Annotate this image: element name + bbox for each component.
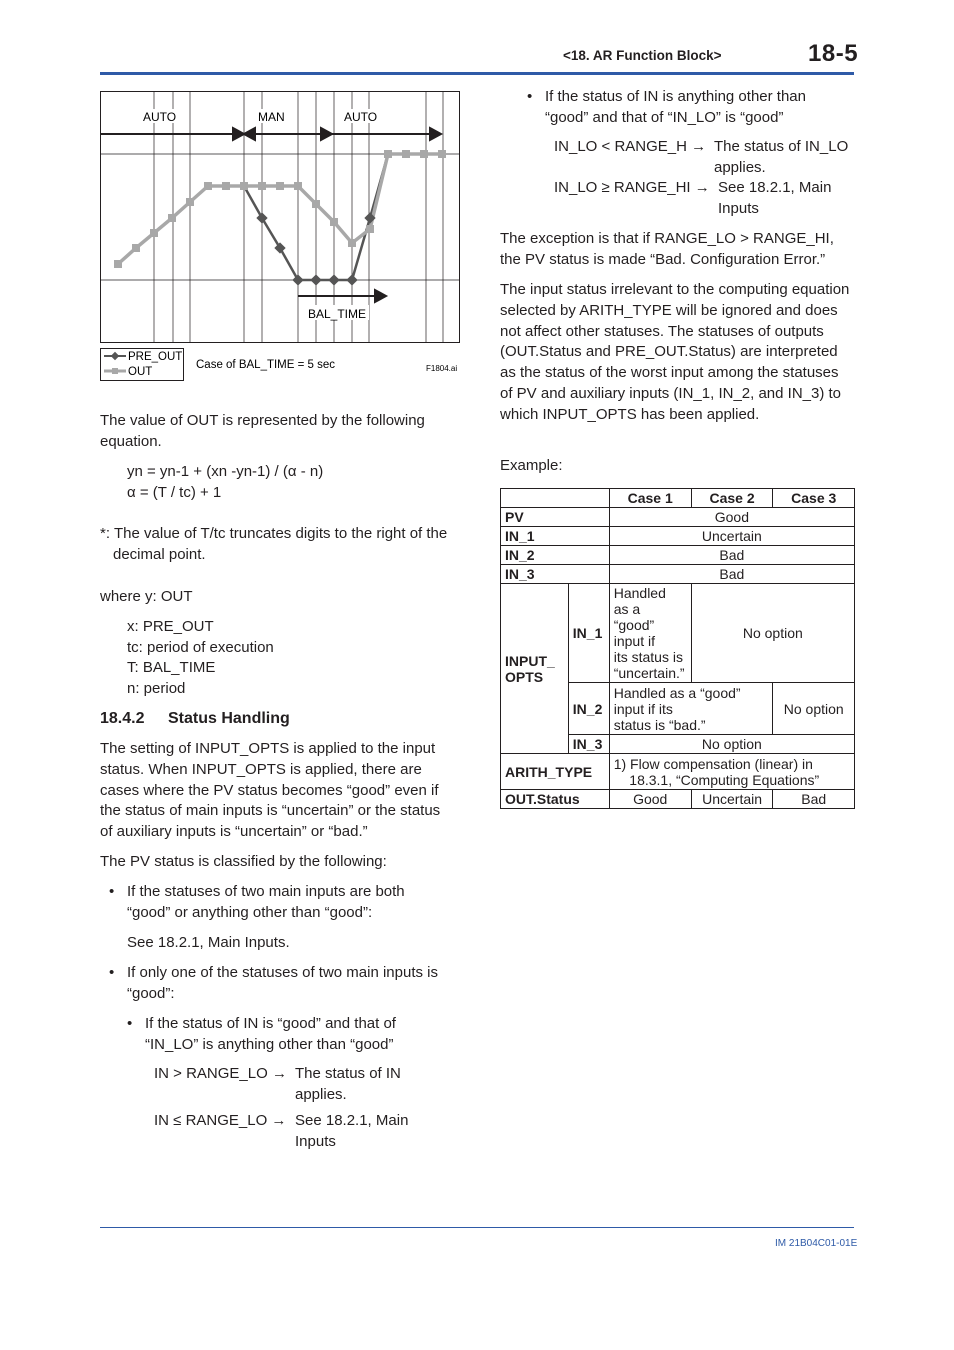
table-header-row: [501, 489, 855, 508]
header-case-2: Case 2: [691, 489, 773, 508]
balance-time-figure: [100, 91, 460, 383]
input-opts-in1-label: IN_1: [568, 584, 609, 683]
input-opts-in1-no-option: No option: [691, 584, 854, 683]
def-x: x: PRE_OUT: [127, 618, 214, 635]
bullet-dot: •: [527, 88, 533, 105]
header-case-1: Case 1: [609, 489, 691, 508]
def-n: n: period: [127, 680, 186, 697]
table-row-in3: [501, 565, 855, 584]
condition-lhs: IN_LO ≥ RANGE_HI →: [554, 179, 710, 196]
ignored-status-para: The input status irrelevant to the computing equation selected by ARITH_TYPE will be ignored and does not affect other statuses. The statuses of outputs (OUT.Status and PRE_OUT.Status) are interpreted as the status of the worst input among the statuses of PV and auxiliary inputs (IN_1, IN_2, and IN_3) to which INPUT_OPTS has been applied.: [500, 281, 850, 423]
bullet-one-main-input-text: If only one of the statuses of two main inputs is “good”:: [127, 964, 439, 1002]
in3-label: IN_3: [501, 565, 610, 584]
table-corner-cell: [501, 489, 610, 508]
arith-type-label: ARITH_TYPE: [501, 754, 610, 790]
bullet-dot: •: [109, 964, 115, 981]
def-t: T: BAL_TIME: [127, 659, 216, 676]
table-row-arith-type: [501, 754, 855, 790]
bal-time-label: BAL_TIME: [308, 307, 367, 321]
condition-rhs: The status of IN applies.: [295, 1065, 401, 1103]
condition-lhs: IN ≤ RANGE_LO →: [154, 1112, 287, 1129]
table-row-input-opts-in1: [501, 584, 855, 683]
condition-rhs: See 18.2.1, Main Inputs: [295, 1112, 409, 1150]
input-opts-in2-case12: Handled as a “good” input if its status is “bad.”: [609, 683, 773, 735]
example-label: Example:: [500, 457, 563, 474]
condition-rhs: The status of IN_LO applies.: [714, 138, 849, 176]
input-opts-in1-case1: Handled as a “good” input if its status is “uncertain.”: [609, 584, 691, 683]
bullet-dot: •: [127, 1015, 133, 1032]
document-id: IM 21B04C01-01E: [775, 1238, 858, 1249]
exception-para: The exception is that if RANGE_LO > RANGE_HI, the PV status is made “Bad. Configuration Error.”: [500, 230, 834, 268]
arith-type-value: 1) Flow compensation (linear) in 18.3.1, “Computing Equations”: [609, 754, 854, 790]
in2-value: Bad: [609, 546, 854, 565]
out-status-case1: Good: [609, 790, 691, 809]
equation-yn: yn = yn-1 + (xn -yn-1) / (α - n): [127, 463, 324, 480]
table-row-out-status: [501, 790, 855, 809]
in1-value: Uncertain: [609, 527, 854, 546]
figure-caption: Case of BAL_TIME = 5 sec: [196, 359, 336, 371]
figure-file-id: F1804.ai: [426, 364, 458, 373]
table-row-in1: [501, 527, 855, 546]
out-status-case3: Bad: [773, 790, 855, 809]
header-rule: [100, 72, 854, 75]
where-line: where y: OUT: [100, 588, 193, 605]
in2-label: IN_2: [501, 546, 610, 565]
balance-time-chart: [100, 91, 460, 383]
pv-status-intro: The PV status is classified by the following:: [100, 853, 387, 870]
bullet1-see-ref: See 18.2.1, Main Inputs.: [127, 934, 290, 951]
in3-value: Bad: [609, 565, 854, 584]
table-row-in2: [501, 546, 855, 565]
man-label: MAN: [258, 110, 285, 124]
page-number: 18-5: [808, 40, 859, 67]
out-status-case2: Uncertain: [691, 790, 773, 809]
bullet-dot: •: [109, 883, 115, 900]
note-mark: *:: [100, 525, 111, 542]
input-status-table: [500, 488, 855, 809]
input-opts-in2-case3: No option: [773, 683, 855, 735]
table-row-pv: [501, 508, 855, 527]
section-title: Status Handling: [168, 710, 290, 727]
sub-bullet-in-lo-good-text: If the status of IN is anything other than “good” and that of “IN_LO” is “good”: [545, 88, 806, 126]
section-heading: [100, 709, 290, 730]
input-opts-in3-value: No option: [609, 735, 854, 754]
section-header: <18. AR Function Block>: [563, 48, 722, 63]
legend-pre-out-label: PRE_OUT: [128, 351, 183, 363]
pv-label: PV: [501, 508, 610, 527]
input-opts-in2-label: IN_2: [568, 683, 609, 735]
auto-right-label: AUTO: [344, 110, 378, 124]
chart-frame: [101, 92, 460, 343]
out-equation-intro: The value of OUT is represented by the following equation.: [100, 412, 425, 450]
legend-out-label: OUT: [128, 366, 153, 378]
auto-left-label: AUTO: [143, 110, 177, 124]
condition-lhs: IN_LO < RANGE_H →: [554, 138, 707, 155]
truncation-note: [113, 524, 463, 566]
in1-label: IN_1: [501, 527, 610, 546]
section-number: 18.4.2: [100, 710, 145, 727]
input-opts-in3-label: IN_3: [568, 735, 609, 754]
condition-lhs: IN > RANGE_LO →: [154, 1065, 287, 1082]
pv-value: Good: [609, 508, 854, 527]
status-handling-para: The setting of INPUT_OPTS is applied to the input status. When INPUT_OPTS is applied, there are cases where the PV status becomes “good” even if the status of main inputs is “uncertain” or the status of auxiliary inputs is “uncertain” or “bad.”: [100, 740, 441, 841]
bullet-both-main-inputs-text: If the statuses of two main inputs are both “good” or anything other than “good”:: [127, 883, 405, 921]
equation-alpha: α = (T / tc) + 1: [127, 484, 222, 501]
condition-rhs: See 18.2.1, Main Inputs: [718, 179, 832, 217]
input-opts-label: INPUT_ OPTS: [501, 584, 569, 754]
header-case-3: Case 3: [773, 489, 855, 508]
out-status-label: OUT.Status: [501, 790, 610, 809]
footer-rule: [100, 1227, 854, 1228]
truncation-note-text: The value of T/tc truncates digits to the right of the decimal point.: [113, 525, 448, 563]
sub-bullet-in-good-text: If the status of IN is “good” and that of “IN_LO” is anything other than “good”: [145, 1015, 396, 1053]
def-tc: tc: period of execution: [127, 639, 274, 656]
